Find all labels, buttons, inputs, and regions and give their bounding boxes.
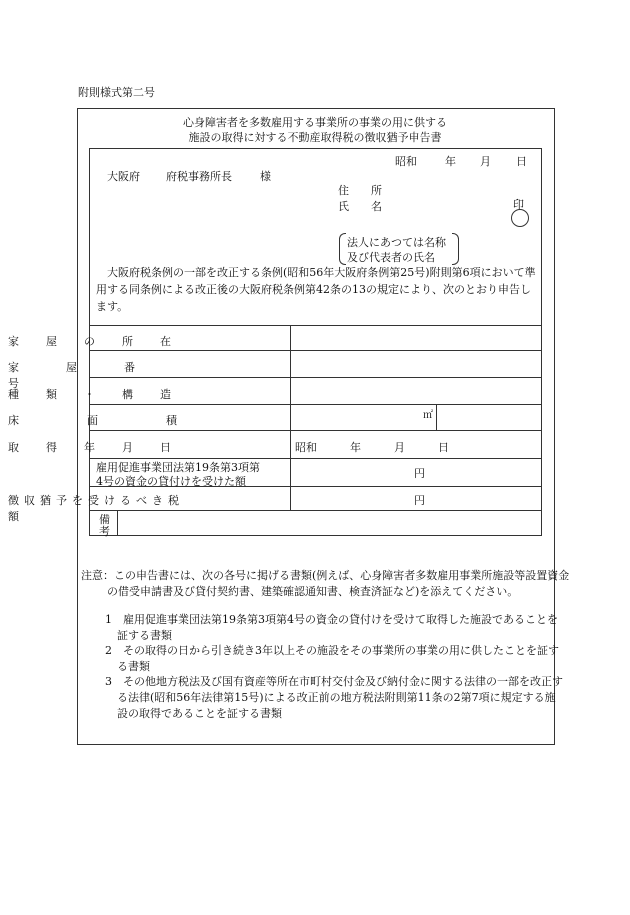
row-type-structure-label bbox=[8, 386, 198, 402]
floor-area-unit: ㎡ bbox=[423, 410, 433, 421]
address-label: 住 所 bbox=[338, 184, 382, 197]
row-label-text: 種類・構造 bbox=[8, 388, 198, 401]
date-month-unit: 月 bbox=[480, 155, 491, 168]
bracket-left bbox=[339, 233, 346, 265]
row-rule bbox=[90, 350, 541, 351]
row-label-text: 徴収猶予を受けるべき税額 bbox=[8, 494, 184, 523]
loan-amount-unit: 円 bbox=[414, 467, 425, 480]
date-era: 昭和 bbox=[395, 155, 417, 168]
corporate-note-line1: 法人にあつては名称 bbox=[347, 236, 446, 249]
row-location-label bbox=[8, 333, 198, 349]
row-label-text: 取得年月日 bbox=[8, 441, 198, 454]
corporate-note-line2: 及び代表者の氏名 bbox=[347, 251, 435, 264]
addressee-prefecture: 大阪府 bbox=[107, 170, 140, 183]
notes-intro: 注意：この申告書には、次の各号に掲げる書類(例えば、心身障害者多数雇用事業所施設等設置資金の借受申請書及び貸付契約書、建築確認通知書、検査済証など)を添えてください。 bbox=[81, 569, 570, 598]
name-label: 氏 名 bbox=[338, 200, 382, 213]
row-rule bbox=[90, 404, 541, 405]
notes-item-1: 1 雇用促進事業団法第19条第3項第4号の資金の貸付けを受けて取得した施設であることを証する書類 bbox=[105, 613, 558, 642]
row-rule bbox=[90, 430, 541, 431]
row-label-text: 家屋番号 bbox=[8, 361, 182, 390]
addressee-office: 府税事務所長 bbox=[166, 170, 232, 183]
acquisition-date-value: 昭和 年 月 日 bbox=[295, 441, 449, 454]
column-divider bbox=[290, 325, 291, 510]
form-number-label: 附則様式第二号 bbox=[78, 86, 155, 99]
addressee-honorific: 様 bbox=[260, 170, 271, 183]
row-acquisition-date-label bbox=[8, 439, 198, 455]
seal-circle bbox=[511, 209, 529, 227]
date-day-unit: 日 bbox=[516, 155, 527, 168]
row-label-text: 床面積 bbox=[8, 414, 245, 427]
table-top-rule bbox=[90, 325, 541, 326]
bracket-right bbox=[452, 233, 459, 265]
remarks-label-2: 考 bbox=[99, 525, 110, 538]
date-year-unit: 年 bbox=[445, 155, 456, 168]
form-title-line1: 心身障害者を多数雇用する事業所の事業の用に供する bbox=[183, 116, 447, 129]
notes-item-3: 3 その他地方税法及び国有資産等所在市町村交付金及び納付金に関する法律の一部を改正する法律(昭和56年法律第15号)による改正前の地方税法附則第11条の2第7項に規定する施設の取得であることを証する書類 bbox=[105, 675, 563, 720]
seal-label: 印 bbox=[513, 198, 524, 211]
form-title-line2: 施設の取得に対する不動産取得税の徴収猶予申告書 bbox=[188, 131, 442, 144]
row-floor-area-label bbox=[8, 412, 245, 428]
declaration-text: 大阪府税条例の一部を改正する条例(昭和56年大阪府条例第25号)附則第6項において準用する同条例による改正後の大阪府税条例第42条の13の規定により、次のとおり申告します。 bbox=[96, 266, 536, 313]
remarks-label-1: 備 bbox=[99, 513, 110, 526]
loan-label-line2: 4号の資金の貸付けを受けた額 bbox=[96, 475, 246, 488]
notes-item-2: 2 その取得の日から引き続き3年以上その施設をその事業所の事業の用に供したことを証する書類 bbox=[105, 644, 559, 673]
area-cell-divider bbox=[436, 404, 437, 430]
row-deferred-tax-label bbox=[8, 492, 186, 524]
deferred-tax-unit: 円 bbox=[414, 494, 425, 507]
loan-label-line1: 雇用促進事業団法第19条第3項第 bbox=[96, 461, 260, 474]
row-label-text: 家屋の所在 bbox=[8, 335, 198, 348]
